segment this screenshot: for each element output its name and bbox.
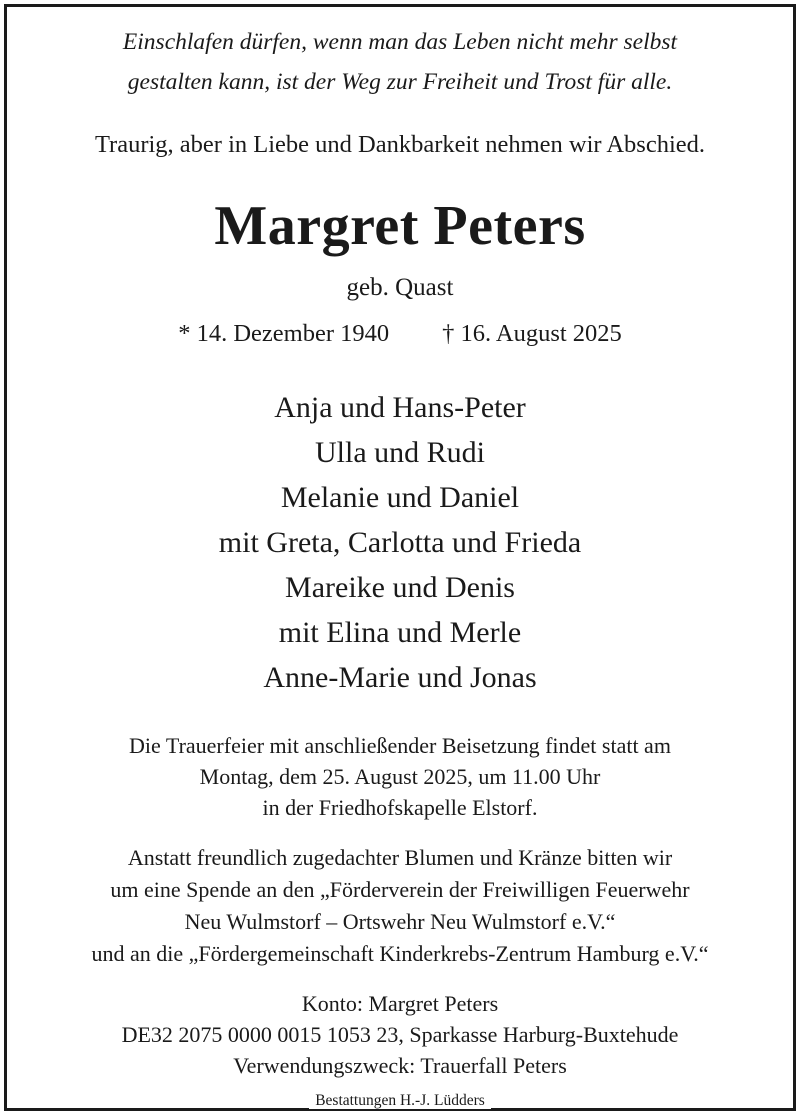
motto-line-1: Einschlafen dürfen, wenn man das Leben nicht mehr selbst <box>122 29 678 55</box>
birth-name: geb. Quast <box>346 274 454 301</box>
mourner-line: mit Elina und Merle <box>278 616 522 649</box>
mourner-line: Anja und Hans-Peter <box>274 391 526 424</box>
life-dates <box>7 320 793 348</box>
funeral-line-3: in der Friedhofskapelle Elstorf. <box>262 795 538 820</box>
donation-line-4: und an die „Fördergemeinschaft Kinderkrebs-Zentrum Hamburg e.V.“ <box>91 941 709 966</box>
obituary-frame <box>4 4 796 1111</box>
birth-date: * 14. Dezember 1940 <box>178 320 390 347</box>
mourner-line: Mareike und Denis <box>285 571 515 604</box>
donation-line-1: Anstatt freundlich zugedachter Blumen und Kränze bitten wir <box>127 845 673 870</box>
intro-text: Traurig, aber in Liebe und Dankbarkeit nehmen wir Abschied. <box>94 131 706 158</box>
mourner-line: Anne-Marie und Jonas <box>263 661 537 694</box>
undertaker-name: Bestattungen H.-J. Lüdders <box>309 1092 491 1109</box>
deceased-name: Margret Peters <box>214 195 586 257</box>
donation-line-3: Neu Wulmstorf – Ortswehr Neu Wulmstorf e.V.“ <box>184 909 616 934</box>
funeral-line-1: Die Trauerfeier mit anschließender Beisetzung findet statt am <box>129 733 671 758</box>
mourner-line: Melanie und Daniel <box>280 481 520 514</box>
account-reference: Verwendungszweck: Trauerfall Peters <box>233 1053 567 1078</box>
funeral-line-2: Montag, dem 25. August 2025, um 11.00 Uhr <box>199 764 601 789</box>
mourner-line: Ulla und Rudi <box>315 436 485 469</box>
mourner-line: mit Greta, Carlotta und Frieda <box>218 526 582 559</box>
account-iban: DE32 2075 0000 0015 1053 23, Sparkasse Harburg-Buxtehude <box>121 1022 679 1047</box>
death-date: † 16. August 2025 <box>442 320 622 347</box>
undertaker-credit <box>7 1090 793 1108</box>
motto-line-2: gestalten kann, ist der Weg zur Freiheit und Trost für alle. <box>127 69 673 95</box>
account-holder: Konto: Margret Peters <box>301 991 499 1016</box>
donation-line-2: um eine Spende an den „Förderverein der Freiwilligen Feuerwehr <box>110 877 690 902</box>
